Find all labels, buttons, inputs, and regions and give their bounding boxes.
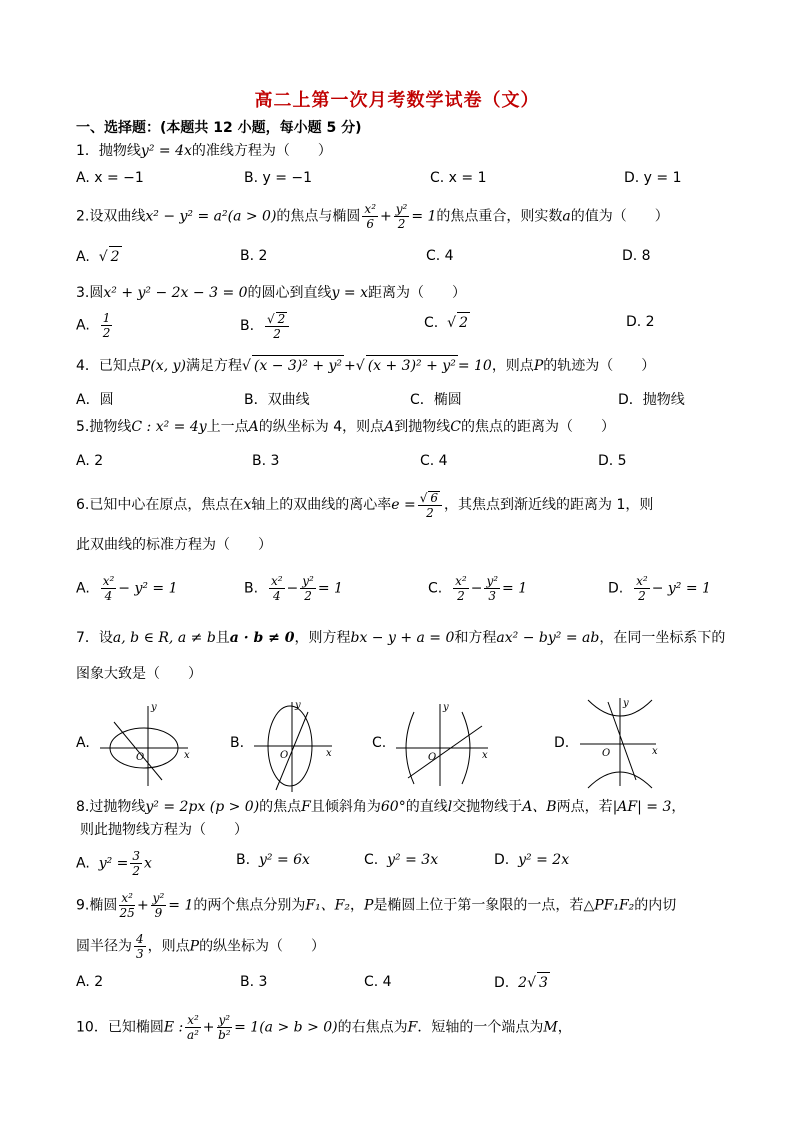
question-8-line-2: 则此抛物线方程为（ ） [80,822,248,838]
exam-title: 高二上第一次月考数学试卷（文） [254,90,540,111]
q1-option-a[interactable]: A. x = −1 [76,170,144,186]
q9-option-a[interactable]: A. 2 [76,974,104,990]
x-label: x [482,750,488,761]
q7-option-a[interactable]: A. [76,735,90,751]
q2-option-a[interactable]: A. √ 2 [76,246,122,267]
question-4: 4．已知点P(x, y)满足方程√ (x − 3)² + y² +√ (x + 3)² + y² = 10，则点P的轨迹为（ ） [76,355,655,376]
q2-option-c[interactable]: C. 4 [426,248,454,264]
question-6-line-2: 此双曲线的标准方程为（ ） [76,537,272,553]
q6-option-d[interactable]: D. $\frac{\text{x²}}{2}$ − y² = 1 [608,574,711,603]
question-7-line-2: 图象大致是（ ） [76,666,202,682]
question-3: 3.圆x² + y² − 2x − 3 = 0的圆心到直线y = x距离为（ ） [76,285,466,301]
q4-option-c[interactable]: C．椭圆 [410,392,462,408]
q6-option-c[interactable]: C. $\frac{\text{x²}}{2}$ − $\frac{\text{y²}}{3}$ = 1 [428,574,528,603]
q7-option-b[interactable]: B. [230,735,245,751]
q1-option-c[interactable]: C. x = 1 [430,170,487,186]
y-label: y [623,698,629,709]
origin-label: O [136,752,145,763]
line-curve [114,722,162,780]
q5-option-a[interactable]: A. 2 [76,453,104,469]
question-1 [76,141,332,161]
q6-option-b[interactable]: B. $\frac{\text{x²}}{4}$ − $\frac{\text{y²}}{2}$ = 1 [244,574,343,603]
question-10: 10．已知椭圆E : $\frac{\text{x²}}{\text{a²}}$ + $\frac{\text{y²}}{\text{b²}}$ = 1(a > b > 0)的右焦点为F．短轴的一个端点为M， [76,1013,572,1042]
question-9-line-2: 圆半径为 $\frac{4}{3}$ ，则点P的纵坐标为（ ） [76,932,326,961]
q4-option-b[interactable]: B．双曲线 [244,392,310,408]
q2-fraction-2: $\frac{\text{y²}}{2}$ [395,202,408,231]
q4-radical-1: (x − 3)² + y² [252,355,344,376]
q9-option-d[interactable]: D. 2√ 3 [494,972,550,993]
x-label: x [326,748,332,759]
x-label: x [184,750,190,761]
q2-option-b[interactable]: B. 2 [240,248,268,264]
question-9: 9.椭圆 $\frac{\text{x²}}{25}$ + $\frac{\text{y²}}{9}$ = 1的两个焦点分别为F₁、F₂，P是椭圆上位于第一象限的一点，若△PF₁F₂的内切 [76,891,677,920]
q7-option-c[interactable]: C. [372,735,387,751]
q1-option-b[interactable]: B. y = −1 [244,170,313,186]
q5-option-c[interactable]: C. 4 [420,453,448,469]
q1-text-end: 的准线方程为（ ） [191,143,332,159]
q7-graph-a[interactable] [96,700,196,790]
q5-option-b[interactable]: B. 3 [252,453,280,469]
q2-text-mid: 的焦点与椭圆 [276,208,361,225]
y-label: y [151,702,157,713]
origin-label: O [602,748,611,759]
q1-text: 1．抛物线 [76,143,141,159]
y-label: y [443,702,449,713]
q4-radical-2: (x + 3)² + y² [366,355,458,376]
q8-option-c[interactable]: C. y² = 3x [364,852,439,868]
x-label: x [652,746,658,757]
question-2: 2.设双曲线x² − y² = a²(a > 0)的焦点与椭圆 $\frac{\text{x²}}{6}$ + $\frac{\text{y²}}{2}$ = 1的焦点重合，则实数a的值为（ ） [76,202,669,231]
q9-option-c[interactable]: C. 4 [364,974,392,990]
question-5: 5.抛物线C : x² = 4y上一点A的纵坐标为 4，则点A到抛物线C的焦点的距离为（ ） [76,419,615,435]
q6-option-a[interactable]: A. $\frac{\text{x²}}{4}$ − y² = 1 [76,574,178,603]
q7-option-d[interactable]: D. [554,735,570,751]
section-header: 一、选择题：(本题共 12 小题，每小题 5 分) [76,120,362,136]
q3-option-b[interactable]: B. $\frac{√ 2}{2}$ [240,312,291,340]
q3-option-d[interactable]: D. 2 [626,314,655,330]
q7-graph-b[interactable] [248,696,338,796]
q5-option-d[interactable]: D. 5 [598,453,627,469]
y-label: y [295,700,301,711]
q2-option-d[interactable]: D. 8 [622,248,651,264]
q1-equation: y² = 4x [140,143,192,159]
q8-option-a[interactable]: A. y² = $\frac{3}{2}$ x [76,849,152,878]
q3-option-c[interactable]: C. √ 2 [424,312,470,333]
line-curve [408,726,482,778]
q1-option-d[interactable]: D. y = 1 [624,170,682,186]
q9-option-b[interactable]: B. 3 [240,974,268,990]
q3-equation: x² + y² − 2x − 3 = 0 [103,285,248,301]
q8-option-d[interactable]: D. y² = 2x [494,852,570,868]
q7-graph-c[interactable] [392,698,492,788]
question-7: 7．设a, b ∈ R, a ≠ b且a · b ≠ 0，则方程bx − y + a = 0和方程ax² − by² = ab，在同一坐标系下的 [76,630,726,646]
question-6: 6.已知中心在原点，焦点在x轴上的双曲线的离心率e = $\frac{√ 6}{2}$ ，其焦点到渐近线的距离为 1，则 [76,491,654,520]
q3-option-a[interactable]: A. $\frac{1}{2}$ [76,311,111,340]
q4-option-d[interactable]: D．抛物线 [618,392,685,408]
origin-label: O [280,750,289,761]
q4-option-a[interactable]: A．圆 [76,392,114,408]
q2-fraction-1: $\frac{\text{x²}}{6}$ [364,202,376,231]
q2-text: 2.设双曲线 [76,208,146,225]
question-8: 8.过抛物线y² = 2px (p > 0)的焦点F且倾斜角为60°的直线l交抛物线于A、B两点，若|AF| = 3， [76,799,686,815]
origin-label: O [428,752,437,763]
q7-graph-d[interactable] [576,694,660,790]
q2-equation: x² − y² = a²(a > 0) [145,208,277,225]
q8-option-b[interactable]: B. y² = 6x [236,852,310,868]
